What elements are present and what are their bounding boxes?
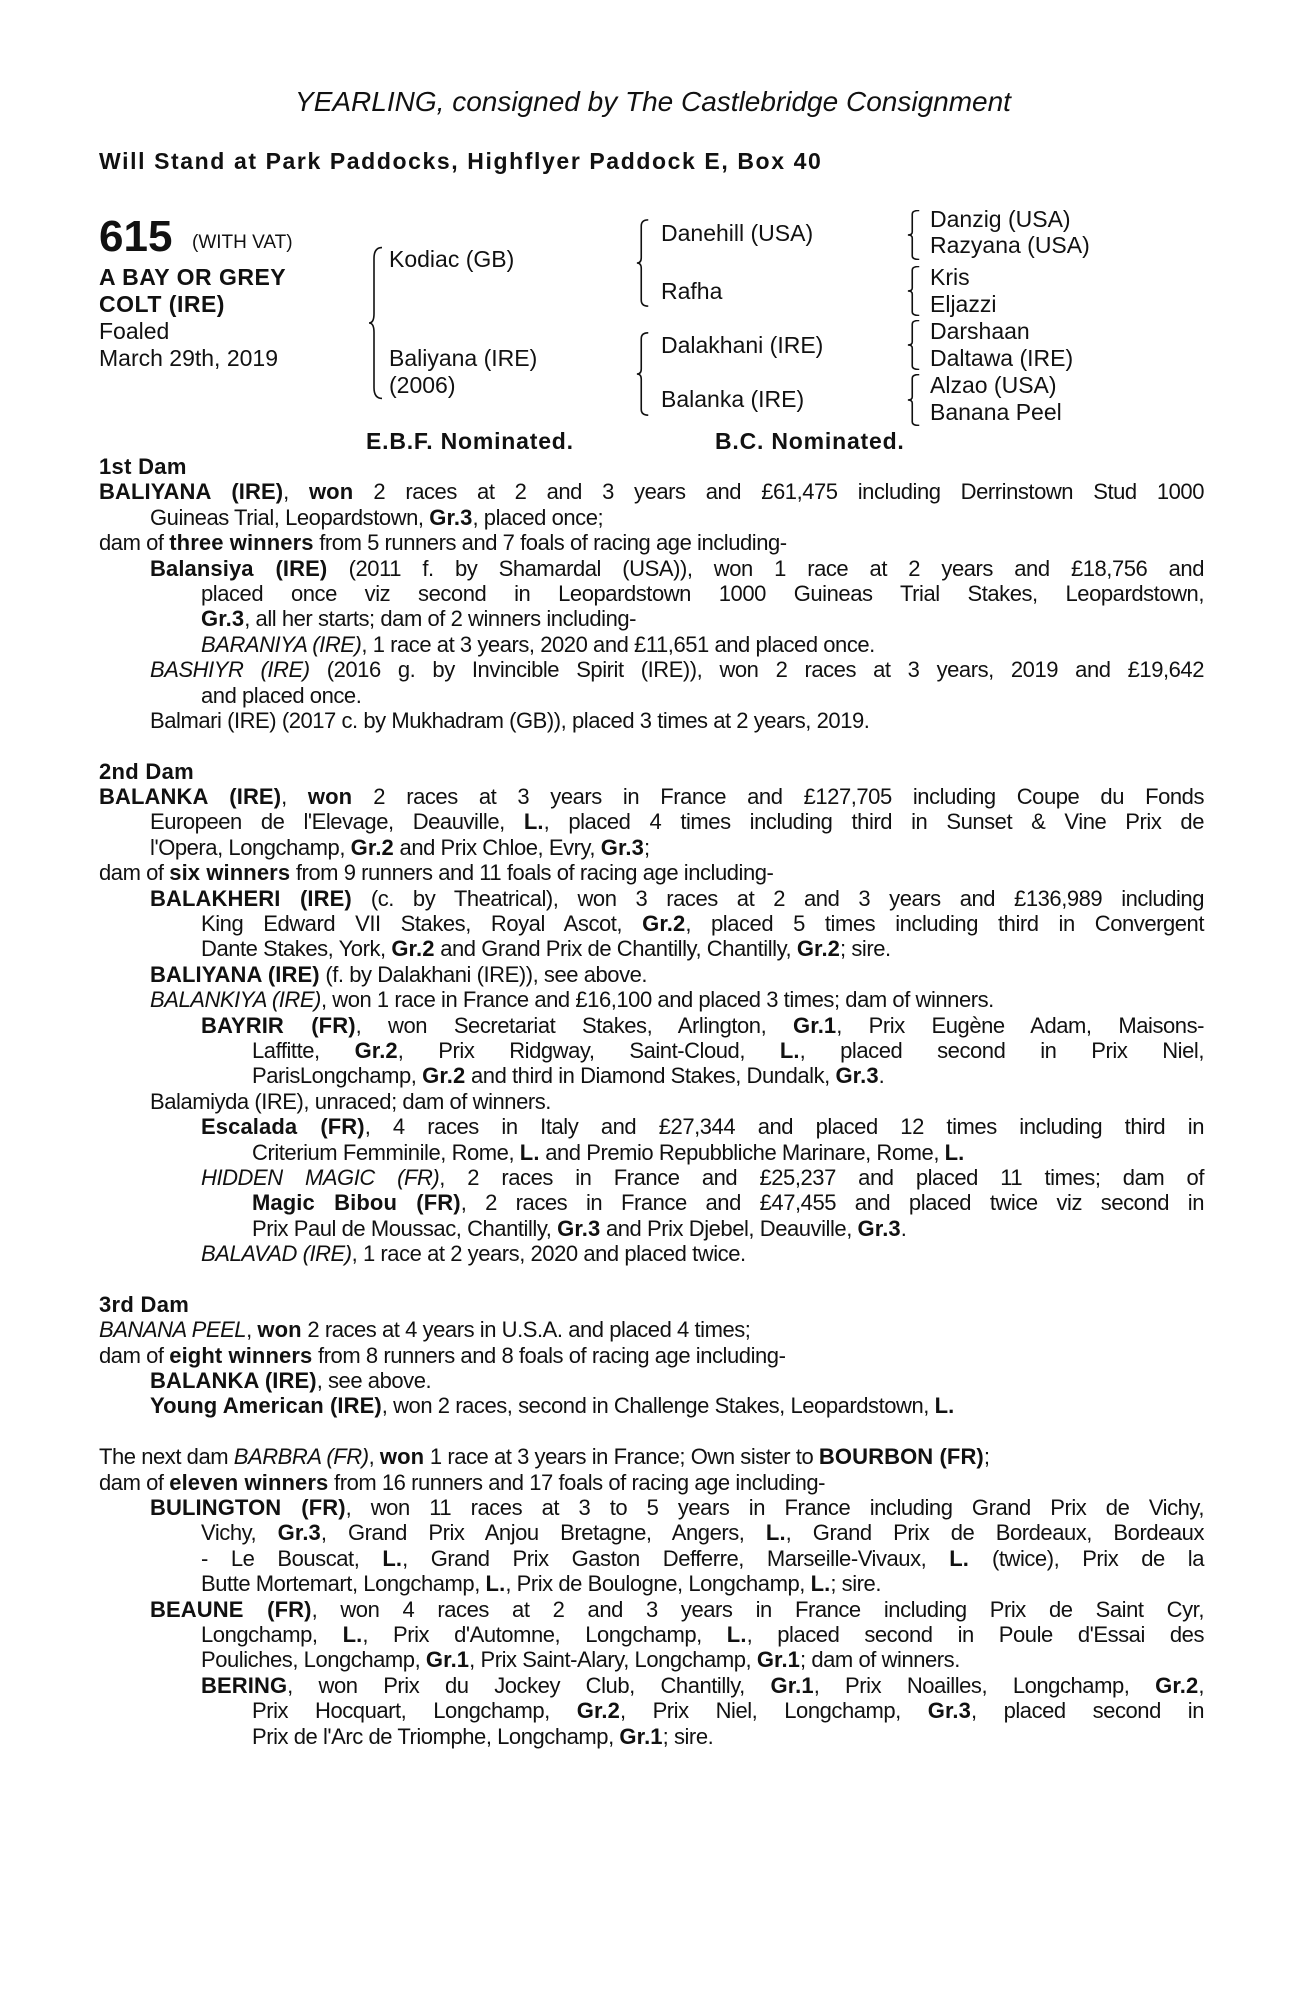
text: , Prix d'Automne, Longchamp, bbox=[362, 1621, 727, 1647]
text: Butte Mortemart, Longchamp, bbox=[201, 1571, 486, 1597]
bold-text: Gr.2 bbox=[350, 834, 394, 860]
text: , 4 races in Italy and £27,344 and placed 12 times including third in bbox=[364, 1114, 1204, 1140]
bold-text: Gr.1 bbox=[770, 1672, 814, 1698]
bold-text: Escalada (FR) bbox=[201, 1114, 365, 1140]
bold-text: Gr.3 bbox=[201, 606, 245, 632]
text: and Prix Chloe, Evry, bbox=[393, 834, 601, 860]
bold-text: Gr.3 bbox=[277, 1520, 321, 1546]
text: The next dam bbox=[99, 1444, 234, 1470]
text: Laffitte, bbox=[252, 1037, 355, 1063]
text: Prix Paul de Moussac, Chantilly, bbox=[252, 1215, 558, 1241]
bold-text: Gr.2 bbox=[391, 936, 435, 962]
text: and placed once. bbox=[201, 682, 362, 708]
record-line bbox=[99, 1241, 1204, 1266]
bold-text: six winners bbox=[169, 860, 291, 886]
record-line bbox=[99, 1063, 1204, 1088]
brace-icon bbox=[636, 332, 650, 416]
produce-record bbox=[99, 454, 1204, 1749]
record-line bbox=[99, 1343, 1204, 1368]
text: . bbox=[878, 1063, 885, 1089]
text: , won Secretariat Stakes, Arlington, bbox=[355, 1012, 794, 1038]
bold-text: L. bbox=[519, 1139, 540, 1165]
text: . bbox=[900, 1215, 907, 1241]
record-line bbox=[99, 1368, 1204, 1393]
gen3-ancestor: Kris bbox=[930, 264, 970, 290]
record-line bbox=[99, 1393, 1204, 1418]
bold-text: BULINGTON (FR) bbox=[150, 1495, 346, 1521]
blank-line bbox=[99, 1267, 1204, 1292]
text: Pouliches, Longchamp, bbox=[201, 1647, 426, 1673]
text: Prix Hocquart, Longchamp, bbox=[252, 1698, 577, 1724]
italic-text: BANANA PEEL bbox=[99, 1317, 247, 1343]
record-line bbox=[99, 911, 1204, 936]
text: , 2 races in France and £47,455 and placed twice viz second in bbox=[460, 1190, 1205, 1216]
bold-text: eleven winners bbox=[169, 1469, 329, 1495]
text: , won Prix du Jockey Club, Chantilly, bbox=[287, 1672, 771, 1698]
text: and third in Diamond Stakes, Dundalk, bbox=[465, 1063, 836, 1089]
bold-text: Gr.1 bbox=[619, 1723, 663, 1749]
lot-number: 615 bbox=[99, 212, 173, 261]
bold-text: Young American (IRE) bbox=[150, 1393, 382, 1419]
text: , all her starts; dam of 2 winners including- bbox=[244, 606, 637, 632]
record-line bbox=[99, 860, 1204, 885]
bold-text: Gr.2 bbox=[1155, 1672, 1199, 1698]
section-heading: 1st Dam bbox=[99, 454, 187, 479]
bold-text: Gr.2 bbox=[796, 936, 841, 962]
dam-year: (2006) bbox=[389, 372, 456, 398]
text: , see above. bbox=[316, 1368, 432, 1394]
blank-line bbox=[99, 733, 1204, 758]
bc-nomination: B.C. Nominated. bbox=[715, 428, 905, 454]
text: from 5 runners and 7 foals of racing age including- bbox=[313, 530, 787, 556]
bold-text: L. bbox=[485, 1571, 506, 1597]
text: , bbox=[283, 479, 309, 505]
bold-text: won bbox=[308, 479, 354, 505]
bold-text: L. bbox=[342, 1621, 363, 1647]
text: from 9 runners and 11 foals of racing age including- bbox=[290, 860, 774, 886]
text: , won 2 races, second in Challenge Stakes, Leopardstown, bbox=[381, 1393, 935, 1419]
record-line bbox=[99, 1444, 1204, 1469]
bold-text: L. bbox=[949, 1545, 970, 1571]
text: , bbox=[281, 784, 308, 810]
text: , Grand Prix Anjou Bretagne, Angers, bbox=[320, 1520, 766, 1546]
text: (2016 g. by Invincible Spirit (IRE)), won 2 races at 3 years, 2019 and £19,642 bbox=[309, 657, 1204, 683]
text: Dante Stakes, York, bbox=[201, 936, 392, 962]
text: , Grand Prix de Bordeaux, Bordeaux bbox=[785, 1520, 1205, 1546]
text: 2 races at 4 years in U.S.A. and placed 4 times; bbox=[301, 1317, 751, 1343]
record-line bbox=[99, 632, 1204, 657]
text: and Premio Repubbliche Marinare, Rome, bbox=[539, 1139, 945, 1165]
text: - Le Bouscat, bbox=[201, 1545, 383, 1571]
text: dam of bbox=[99, 860, 170, 886]
sire-sire: Danehill (USA) bbox=[661, 220, 814, 246]
record-line bbox=[99, 1190, 1204, 1215]
text: (f. by Dalakhani (IRE)), see above. bbox=[319, 961, 648, 987]
bold-text: Gr.1 bbox=[756, 1647, 801, 1673]
text: , placed second in Poule d'Essai des bbox=[746, 1621, 1205, 1647]
lot-description-2: COLT (IRE) bbox=[99, 291, 225, 317]
text: , bbox=[1198, 1672, 1204, 1698]
text: dam of bbox=[99, 530, 170, 556]
bold-text: Balansiya (IRE) bbox=[150, 555, 328, 581]
bold-text: BALANKA (IRE) bbox=[99, 784, 282, 810]
record-line bbox=[99, 1140, 1204, 1165]
bold-text: L. bbox=[523, 809, 544, 835]
bold-text: L. bbox=[810, 1571, 831, 1597]
text: , won 11 races at 3 to 5 years in France including Grand Prix de Vichy, bbox=[345, 1495, 1204, 1521]
text: (2011 f. by Shamardal (USA)), won 1 race at 2 years and £18,756 and bbox=[327, 555, 1204, 581]
gen3-ancestor: Danzig (USA) bbox=[930, 206, 1071, 232]
bold-text: Gr.3 bbox=[927, 1698, 971, 1724]
bold-text: BALANKA (IRE) bbox=[150, 1368, 317, 1394]
gen3-ancestor: Banana Peel bbox=[930, 399, 1062, 425]
text: , placed once; bbox=[472, 504, 604, 530]
bold-text: BAYRIR (FR) bbox=[201, 1012, 356, 1038]
record-line bbox=[99, 581, 1204, 606]
bold-text: Magic Bibou (FR) bbox=[252, 1190, 461, 1216]
bold-text: BALAKHERI (IRE) bbox=[150, 885, 352, 911]
record-line bbox=[99, 1013, 1204, 1038]
text: , 1 race at 2 years, 2020 and placed twice. bbox=[351, 1241, 746, 1267]
text: Balmari (IRE) (2017 c. by Mukhadram (GB)), placed 3 times at 2 years, 2019. bbox=[150, 707, 870, 733]
text: and Grand Prix de Chantilly, Chantilly, bbox=[434, 936, 797, 962]
text: , Prix Niel, Longchamp, bbox=[619, 1698, 928, 1724]
bold-text: L. bbox=[382, 1545, 403, 1571]
gen3-ancestor: Darshaan bbox=[930, 318, 1030, 344]
record-line bbox=[99, 708, 1204, 733]
record-line bbox=[99, 454, 1204, 479]
text: , placed 5 times including third in Convergent bbox=[685, 911, 1204, 937]
record-line bbox=[99, 1622, 1204, 1647]
text: ; sire. bbox=[662, 1723, 714, 1749]
bold-text: won bbox=[257, 1317, 302, 1343]
text: Europeen de l'Elevage, Deauville, bbox=[150, 809, 524, 835]
bold-text: Gr.3 bbox=[429, 504, 473, 530]
text: , won 4 races at 2 and 3 years in France including Prix de Saint Cyr, bbox=[311, 1596, 1204, 1622]
brace-icon bbox=[907, 320, 921, 370]
text: ; sire. bbox=[840, 936, 891, 962]
bold-text: L. bbox=[779, 1037, 800, 1063]
text: (c. by Theatrical), won 3 races at 2 and 3 years and £136,989 including bbox=[351, 885, 1204, 911]
text: 2 races at 3 years in France and £127,705 including Coupe du Fonds bbox=[352, 784, 1204, 810]
record-line bbox=[99, 1520, 1204, 1545]
text: , Prix Ridgway, Saint-Cloud, bbox=[397, 1037, 780, 1063]
record-line bbox=[99, 505, 1204, 530]
brace-icon bbox=[368, 246, 384, 400]
bold-text: Gr.2 bbox=[422, 1063, 466, 1089]
text: Criterium Femminile, Rome, bbox=[252, 1139, 520, 1165]
bold-text: Gr.3 bbox=[857, 1215, 901, 1241]
text: 1 race at 3 years in France; Own sister to bbox=[424, 1444, 819, 1470]
text: , Grand Prix Gaston Defferre, Marseille-Vivaux, bbox=[402, 1545, 950, 1571]
brace-icon bbox=[907, 374, 921, 426]
record-line bbox=[99, 1292, 1204, 1317]
bold-text: L. bbox=[726, 1621, 747, 1647]
bold-text: BERING bbox=[201, 1672, 288, 1698]
record-line bbox=[99, 1216, 1204, 1241]
page-title: YEARLING, consigned by The Castlebridge Consignment bbox=[295, 86, 1011, 117]
bold-text: Gr.3 bbox=[835, 1063, 879, 1089]
text: 2 races at 2 and 3 years and £61,475 including Derrinstown Stud 1000 bbox=[353, 479, 1204, 505]
record-line bbox=[99, 606, 1204, 631]
bold-text: Gr.1 bbox=[793, 1012, 837, 1038]
record-line bbox=[99, 1038, 1204, 1063]
italic-text: BALAVAD (IRE) bbox=[201, 1241, 352, 1267]
text: and Prix Djebel, Deauville, bbox=[600, 1215, 858, 1241]
record-line bbox=[99, 556, 1204, 581]
text: ParisLongchamp, bbox=[252, 1063, 423, 1089]
italic-text: BARANIYA (IRE) bbox=[201, 631, 362, 657]
record-line bbox=[99, 936, 1204, 961]
bold-text: three winners bbox=[169, 530, 314, 556]
text: Balamiyda (IRE), unraced; dam of winners. bbox=[150, 1088, 551, 1114]
bold-text: Gr.1 bbox=[425, 1647, 470, 1673]
stabling-location: Will Stand at Park Paddocks, Highflyer Paddock E, Box 40 bbox=[99, 148, 823, 174]
record-line bbox=[99, 835, 1204, 860]
bold-text: L. bbox=[765, 1520, 786, 1546]
italic-text: BASHIYR (IRE) bbox=[150, 657, 310, 683]
bold-text: eight winners bbox=[169, 1342, 313, 1368]
gen3-ancestor: Daltawa (IRE) bbox=[930, 345, 1074, 371]
record-line bbox=[99, 1647, 1204, 1672]
record-line bbox=[99, 987, 1204, 1012]
record-line bbox=[99, 759, 1204, 784]
lot-description-1: A BAY OR GREY bbox=[99, 264, 287, 290]
section-heading: 2nd Dam bbox=[99, 758, 195, 784]
bold-text: BALIYANA (IRE) bbox=[150, 961, 320, 987]
record-line bbox=[99, 657, 1204, 682]
italic-text: HIDDEN MAGIC (FR) bbox=[201, 1164, 440, 1190]
foaled-date: March 29th, 2019 bbox=[99, 345, 279, 371]
text: , placed 4 times including third in Sunset & Vine Prix de bbox=[543, 809, 1205, 835]
text: ; bbox=[983, 1444, 990, 1470]
text: from 16 runners and 17 foals of racing age including- bbox=[328, 1469, 826, 1495]
record-line bbox=[99, 809, 1204, 834]
text: Longchamp, bbox=[201, 1621, 343, 1647]
record-line bbox=[99, 479, 1204, 504]
text: , Prix Saint-Alary, Longchamp, bbox=[469, 1647, 757, 1673]
vat-note: (WITH VAT) bbox=[192, 232, 293, 253]
foaled-label: Foaled bbox=[99, 318, 170, 344]
gen3-ancestor: Eljazzi bbox=[930, 291, 997, 317]
record-line bbox=[99, 1673, 1204, 1698]
brace-icon bbox=[636, 219, 650, 307]
record-line bbox=[99, 1089, 1204, 1114]
bold-text: Gr.3 bbox=[600, 834, 644, 860]
brace-icon bbox=[907, 210, 921, 260]
dam-dam: Balanka (IRE) bbox=[661, 386, 805, 412]
text: dam of bbox=[99, 1342, 170, 1368]
bold-text: BEAUNE (FR) bbox=[150, 1596, 312, 1622]
bold-text: Gr.3 bbox=[557, 1215, 601, 1241]
text: ; sire. bbox=[830, 1571, 881, 1597]
text: dam of bbox=[99, 1469, 170, 1495]
bold-text: Gr.2 bbox=[642, 911, 686, 937]
bold-text: Gr.2 bbox=[576, 1698, 620, 1724]
gen3-ancestor: Alzao (USA) bbox=[930, 372, 1057, 398]
gen3-ancestor: Razyana (USA) bbox=[930, 232, 1090, 258]
text: , bbox=[368, 1444, 380, 1470]
text: , Prix Noailles, Longchamp, bbox=[813, 1672, 1156, 1698]
ebf-nomination: E.B.F. Nominated. bbox=[366, 428, 574, 454]
record-line bbox=[99, 530, 1204, 555]
record-line bbox=[99, 1317, 1204, 1342]
record-line bbox=[99, 962, 1204, 987]
sire-dam: Rafha bbox=[661, 278, 723, 304]
brace-icon bbox=[907, 266, 921, 316]
dam-sire: Dalakhani (IRE) bbox=[661, 332, 824, 358]
text: placed once viz second in Leopardstown 1000 Guineas Trial Stakes, Leopardstown, bbox=[201, 580, 1204, 606]
text: Guineas Trial, Leopardstown, bbox=[150, 504, 430, 530]
text: Vichy, bbox=[201, 1520, 278, 1546]
record-line bbox=[99, 1597, 1204, 1622]
text: , 2 races in France and £25,237 and placed 11 times; dam of bbox=[439, 1164, 1204, 1190]
italic-text: BARBRA (FR) bbox=[233, 1444, 369, 1470]
record-line bbox=[99, 1571, 1204, 1596]
text: from 8 runners and 8 foals of racing age including- bbox=[312, 1342, 786, 1368]
record-line bbox=[99, 1698, 1204, 1723]
italic-text: BALANKIYA (IRE) bbox=[150, 987, 321, 1013]
bold-text: L. bbox=[934, 1393, 955, 1419]
text: , placed second in bbox=[970, 1698, 1204, 1724]
text: l'Opera, Longchamp, bbox=[150, 834, 351, 860]
record-line bbox=[99, 1470, 1204, 1495]
bold-text: Gr.2 bbox=[354, 1037, 398, 1063]
section-heading: 3rd Dam bbox=[99, 1291, 190, 1317]
bold-text: L. bbox=[944, 1139, 965, 1165]
dam: Baliyana (IRE) bbox=[389, 345, 538, 371]
record-line bbox=[99, 1165, 1204, 1190]
record-line bbox=[99, 1546, 1204, 1571]
text: , Prix de Boulogne, Longchamp, bbox=[505, 1571, 811, 1597]
text: , 1 race at 3 years, 2020 and £11,651 and placed once. bbox=[361, 631, 875, 657]
text: , bbox=[246, 1317, 258, 1343]
bold-text: BOURBON (FR) bbox=[818, 1444, 984, 1470]
text: King Edward VII Stakes, Royal Ascot, bbox=[201, 911, 643, 937]
record-line bbox=[99, 886, 1204, 911]
text: ; bbox=[643, 834, 650, 860]
bold-text: BALIYANA (IRE) bbox=[99, 479, 284, 505]
text: (twice), Prix de la bbox=[969, 1545, 1204, 1571]
record-line bbox=[99, 1114, 1204, 1139]
bold-text: won bbox=[307, 784, 353, 810]
text: , placed second in Prix Niel, bbox=[799, 1037, 1204, 1063]
blank-line bbox=[99, 1419, 1204, 1444]
record-line bbox=[99, 1724, 1204, 1749]
text: Prix de l'Arc de Triomphe, Longchamp, bbox=[252, 1723, 620, 1749]
sire: Kodiac (GB) bbox=[389, 246, 515, 272]
text: , Prix Eugène Adam, Maisons- bbox=[836, 1012, 1204, 1038]
record-line bbox=[99, 784, 1204, 809]
text: ; dam of winners. bbox=[800, 1647, 960, 1673]
bold-text: won bbox=[379, 1444, 425, 1470]
record-line bbox=[99, 683, 1204, 708]
text: , won 1 race in France and £16,100 and placed 3 times; dam of winners. bbox=[320, 987, 994, 1013]
record-line bbox=[99, 1495, 1204, 1520]
